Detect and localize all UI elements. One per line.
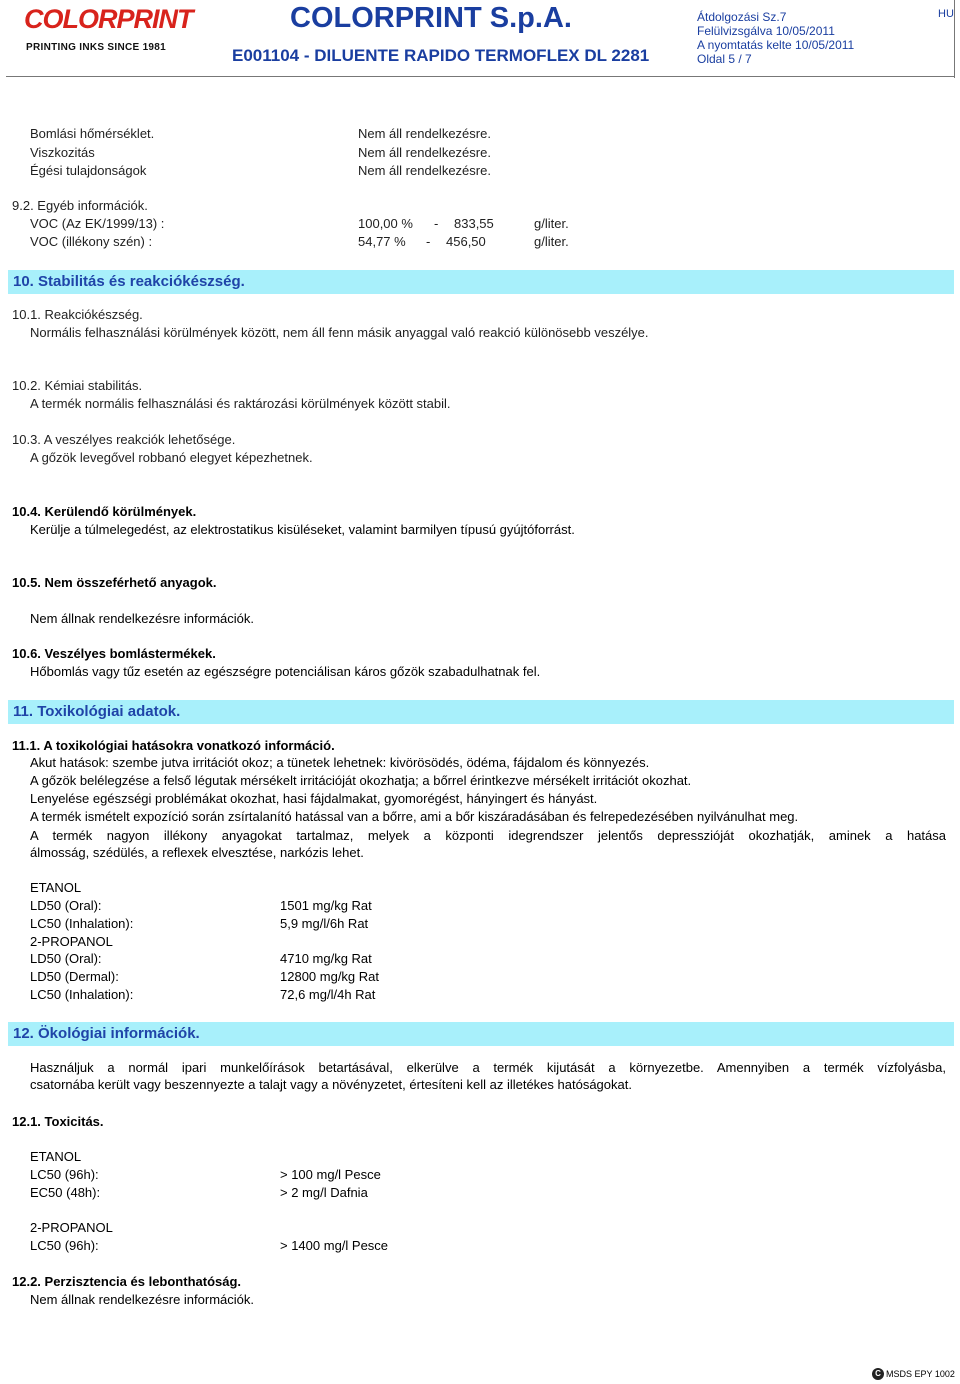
- tox-label: LD50 (Oral):: [30, 898, 102, 913]
- tox-line: Lenyelése egészségi problémákat okozhat, hasi fájdalmakat, gyomorégést, hányingert és hányást.: [30, 791, 598, 806]
- subsection-title: 10.6. Veszélyes bomlástermékek.: [12, 646, 216, 661]
- section-title: 12. Ökológiai információk.: [13, 1025, 200, 1042]
- tox-label: LD50 (Dermal):: [30, 969, 119, 984]
- subsection-title: 10.2. Kémiai stabilitás.: [12, 378, 143, 393]
- header-divider: [6, 76, 954, 77]
- subsection-text: A gőzök levegővel robbanó elegyet képezhetnek.: [30, 450, 313, 465]
- section-bar-12: [8, 1022, 954, 1046]
- subsection-title: 12.1. Toxicitás.: [12, 1114, 104, 1129]
- company-name: COLORPRINT S.p.A.: [290, 2, 572, 34]
- voc-unit: g/liter.: [534, 216, 569, 231]
- voc-pct: 100,00 %: [358, 216, 413, 231]
- section-title: 10. Stabilitás és reakciókészség.: [13, 273, 245, 290]
- subsection-title: 10.5. Nem összeférhető anyagok.: [12, 575, 217, 590]
- eco-value: > 2 mg/l Dafnia: [280, 1185, 368, 1200]
- subsection-text: A termék normális felhasználási és raktározási körülmények között stabil.: [30, 396, 451, 411]
- subsection-text: Nem állnak rendelkezésre információk.: [30, 1292, 254, 1307]
- header-border: [954, 0, 955, 78]
- voc-pct: 54,77 %: [358, 234, 406, 249]
- logo-tagline: PRINTING INKS SINCE 1981: [26, 42, 167, 53]
- tox-label: LC50 (Inhalation):: [30, 916, 134, 931]
- eco-label: LC50 (96h):: [30, 1167, 99, 1182]
- voc-value: 456,50: [446, 234, 486, 249]
- prop-label: Bomlási hőmérséklet.: [30, 126, 155, 141]
- tox-line: A gőzök belélegzése a felső légutak mérsékelt irritációját okozhatja; a bőrrel érintkezve mérsékelt irritációt okozhat.: [30, 773, 692, 788]
- prop-label: Égési tulajdonságok: [30, 163, 147, 178]
- prop-value: Nem áll rendelkezésre.: [358, 145, 491, 160]
- subsection-title: 12.2. Perzisztencia és lebonthatóság.: [12, 1274, 242, 1289]
- voc-label: VOC (illékony szén) :: [30, 234, 153, 249]
- review-date: Felülvizsgálva 10/05/2011: [697, 24, 835, 38]
- tox-value: 1501 mg/kg Rat: [280, 898, 372, 913]
- section-bar-11: [8, 700, 954, 724]
- tox-label: LC50 (Inhalation):: [30, 987, 134, 1002]
- print-date: A nyomtatás kelte 10/05/2011: [697, 38, 855, 52]
- subsection-text: Nem állnak rendelkezésre információk.: [30, 611, 254, 626]
- section-bar-10: [8, 270, 954, 294]
- eco-paragraph: Használjuk a normál ipari munkelőírások betartásával, elkerülve a termék kijutását a környezetbe. Amennyiben a termék vízfolyásba,: [30, 1060, 946, 1075]
- prop-value: Nem áll rendelkezésre.: [358, 126, 491, 141]
- prop-label: Viszkozitás: [30, 145, 95, 160]
- tox-value: 5,9 mg/l/6h Rat: [280, 916, 369, 931]
- voc-dash: -: [434, 216, 439, 231]
- eco-label: LC50 (96h):: [30, 1238, 99, 1253]
- revision-number: Átdolgozási Sz.7: [697, 10, 787, 24]
- footer-code: MSDS EPY 1002: [886, 1369, 955, 1379]
- tox-line: A termék ismételt expozíció során zsírtalanító hatással van a bőrre, ami a bőr kiszáradásában és felrepedezésében nyilvánulhat meg.: [30, 809, 799, 824]
- eco-value: > 1400 mg/l Pesce: [280, 1238, 389, 1253]
- eco-paragraph-end: csatornába került vagy beszennyezte a talajt vagy a növényzetet, értesíteni kell az illetékes hatóságokat.: [30, 1077, 632, 1092]
- eco-label: ETANOL: [30, 1149, 82, 1164]
- subsection-text: Normális felhasználási körülmények között, nem áll fenn másik anyaggal való reakció különösebb veszélye.: [30, 325, 649, 340]
- eco-label: EC50 (48h):: [30, 1185, 101, 1200]
- tox-label: LD50 (Oral):: [30, 951, 102, 966]
- subsection-text: Kerülje a túlmelegedést, az elektrostatikus kisüléseket, valamint barmilyen típusú gyújtóforrást.: [30, 522, 575, 537]
- subsection-title: 9.2. Egyéb információk.: [12, 198, 148, 213]
- tox-value: 72,6 mg/l/4h Rat: [280, 987, 376, 1002]
- product-name: E001104 - DILUENTE RAPIDO TERMOFLEX DL 2281: [232, 46, 650, 65]
- voc-dash: -: [426, 234, 431, 249]
- page-number: Oldal 5 / 7: [697, 52, 752, 66]
- tox-label: 2-PROPANOL: [30, 934, 113, 949]
- voc-unit: g/liter.: [534, 234, 569, 249]
- tox-label: ETANOL: [30, 880, 82, 895]
- tox-line: Akut hatások: szembe jutva irritációt okoz; a tünetek lehetnek: kivörösödés, ödéma, fájdalom és könnyezés.: [30, 755, 650, 770]
- company-logo: [24, 4, 193, 56]
- logo-wordmark: COLORPRINT: [24, 4, 193, 34]
- subsection-title: 10.1. Reakciókészség.: [12, 307, 143, 322]
- eco-label: 2-PROPANOL: [30, 1220, 113, 1235]
- subsection-title: 10.4. Kerülendő körülmények.: [12, 504, 197, 519]
- subsection-title: 11.1. A toxikológiai hatásokra vonatkozó információ.: [12, 738, 335, 753]
- prop-value: Nem áll rendelkezésre.: [358, 163, 491, 178]
- voc-value: 833,55: [454, 216, 494, 231]
- section-title: 11. Toxikológiai adatok.: [13, 703, 181, 720]
- tox-paragraph-end: álmosság, szédülés, a reflexek elvesztése, narkózis lehet.: [30, 845, 364, 860]
- language-code: HU: [938, 8, 954, 20]
- tox-value: 12800 mg/kg Rat: [280, 969, 380, 984]
- eco-value: > 100 mg/l Pesce: [280, 1167, 381, 1182]
- subsection-title: 10.3. A veszélyes reakciók lehetősége.: [12, 432, 236, 447]
- voc-label: VOC (Az EK/1999/13) :: [30, 216, 165, 231]
- tox-paragraph: A termék nagyon illékony anyagokat tartalmaz, melyek a központi idegrendszer jelentős depresszióját okozhatják, aminek a hatása: [30, 828, 946, 843]
- tox-value: 4710 mg/kg Rat: [280, 951, 372, 966]
- subsection-text: Hőbomlás vagy tűz esetén az egészségre potenciálisan káros gőzök szabadulhatnak fel.: [30, 664, 541, 679]
- footer-badge-icon: C: [872, 1368, 884, 1380]
